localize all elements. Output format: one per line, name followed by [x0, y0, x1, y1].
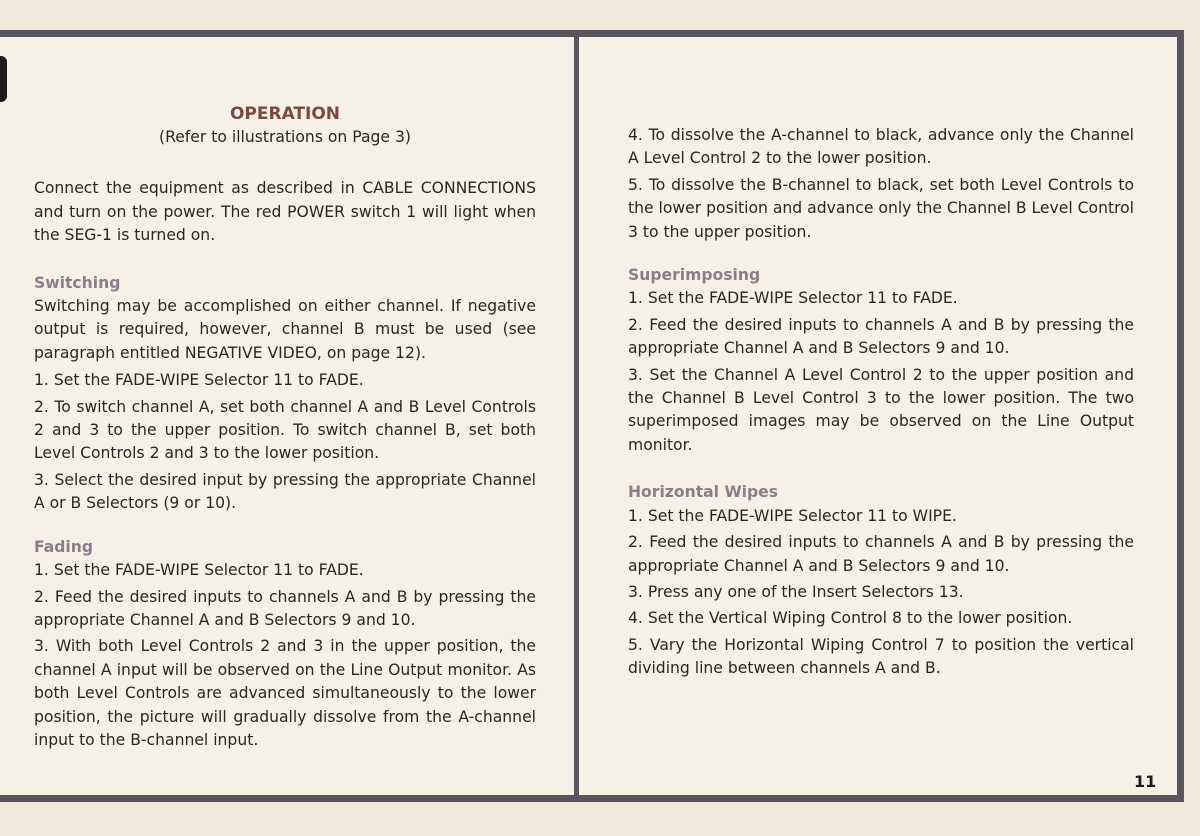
- step-text: 4. To dissolve the A-channel to black, advance only the Channel A Level Control 2 to the lower position.: [628, 126, 1134, 168]
- list-item: [34, 469, 536, 516]
- list-item: [34, 559, 536, 582]
- list-item: [628, 581, 1134, 604]
- list-item: [628, 607, 1134, 630]
- list-item: [34, 586, 536, 633]
- page-number: 11: [1134, 772, 1157, 791]
- step-text: 2. Feed the desired inputs to channels A and B by pressing the appropriate Channel A and B Selectors 9 and 10.: [34, 587, 536, 629]
- step-text: 4. Set the Vertical Wiping Control 8 to the lower position.: [628, 609, 1073, 628]
- superimposing-steps: [628, 287, 1134, 457]
- binding-edge: [0, 56, 7, 102]
- step-text: 1. Set the FADE-WIPE Selector 11 to FADE.: [34, 371, 364, 390]
- right-column: [628, 124, 1134, 701]
- step-text: 2. Feed the desired inputs to channels A and B by pressing the appropriate Channel A and B Selectors 9 and 10.: [628, 315, 1134, 358]
- intro-paragraph: Connect the equipment as described in CABLE CONNECTIONS and turn on the power. The red POWER switch 1 will light when the SEG-1 is turned on.: [34, 179, 536, 245]
- section-title-superimposing: Superimposing: [628, 266, 761, 285]
- list-item: [628, 634, 1134, 681]
- list-item: [34, 635, 536, 752]
- step-text: 5. Vary the Horizontal Wiping Control 7 to position the vertical dividing line between channels A and B.: [628, 635, 1134, 678]
- step-text: 3. Set the Channel A Level Control 2 to the upper position and the Channel B Level Control 3 to the lower position. The two superimposed images may be observed on the Line Output monitor.: [628, 365, 1134, 454]
- column-divider: [574, 30, 579, 802]
- list-item: [34, 369, 536, 392]
- page-subtitle: (Refer to illustrations on Page 3): [158, 128, 411, 146]
- list-item: [628, 287, 1134, 310]
- horizontal-wipes-steps: [628, 505, 1134, 681]
- fading-steps: [34, 559, 536, 752]
- list-item: [628, 531, 1134, 578]
- step-text: 1. Set the FADE-WIPE Selector 11 to FADE.: [34, 561, 364, 580]
- step-text: 3. Select the desired input by pressing the appropriate Channel A or B Selectors (9 or 10).: [34, 470, 536, 513]
- switching-paragraph: Switching may be accomplished on either channel. If negative output is required, however, channel B must be used (see paragraph entitled NEGATIVE VIDEO, on page 12).: [34, 297, 536, 362]
- list-item: [628, 174, 1134, 244]
- list-item: [628, 314, 1134, 361]
- list-item: [34, 396, 536, 466]
- step-text: 1. Set the FADE-WIPE Selector 11 to FADE.: [628, 289, 958, 308]
- step-text: 3. With both Level Controls 2 and 3 in the upper position, the channel A input will be observed on the Line Output monitor. As both Level Controls are advanced simultaneously to the lower position, the picture will gradually dissolve from the A-channel input to the B-channel input.: [34, 637, 536, 749]
- list-item: [628, 124, 1134, 171]
- list-item: [628, 505, 1134, 528]
- section-title-switching: Switching: [34, 273, 121, 292]
- list-item: [628, 364, 1134, 458]
- step-text: 2. To switch channel A, set both channel A and B Level Controls 2 and 3 to the upper position. To switch channel B, set both Level Controls 2 and 3 to the lower position.: [34, 397, 536, 463]
- step-text: 1. Set the FADE-WIPE Selector 11 to WIPE.: [628, 506, 957, 525]
- fading-steps-continued: [628, 124, 1134, 244]
- step-text: 2. Feed the desired inputs to channels A and B by pressing the appropriate Channel A and B Selectors 9 and 10.: [628, 533, 1134, 575]
- left-column: [34, 102, 536, 772]
- switching-steps: [34, 369, 536, 515]
- step-text: 5. To dissolve the B-channel to black, set both Level Controls to the lower position and advance only the Channel B Level Control 3 to the upper position.: [628, 175, 1135, 241]
- section-title-fading: Fading: [34, 537, 94, 556]
- page-title: OPERATION: [229, 104, 341, 124]
- step-text: 3. Press any one of the Insert Selectors 13.: [628, 582, 964, 601]
- section-title-horizontal-wipes: Horizontal Wipes: [628, 483, 779, 502]
